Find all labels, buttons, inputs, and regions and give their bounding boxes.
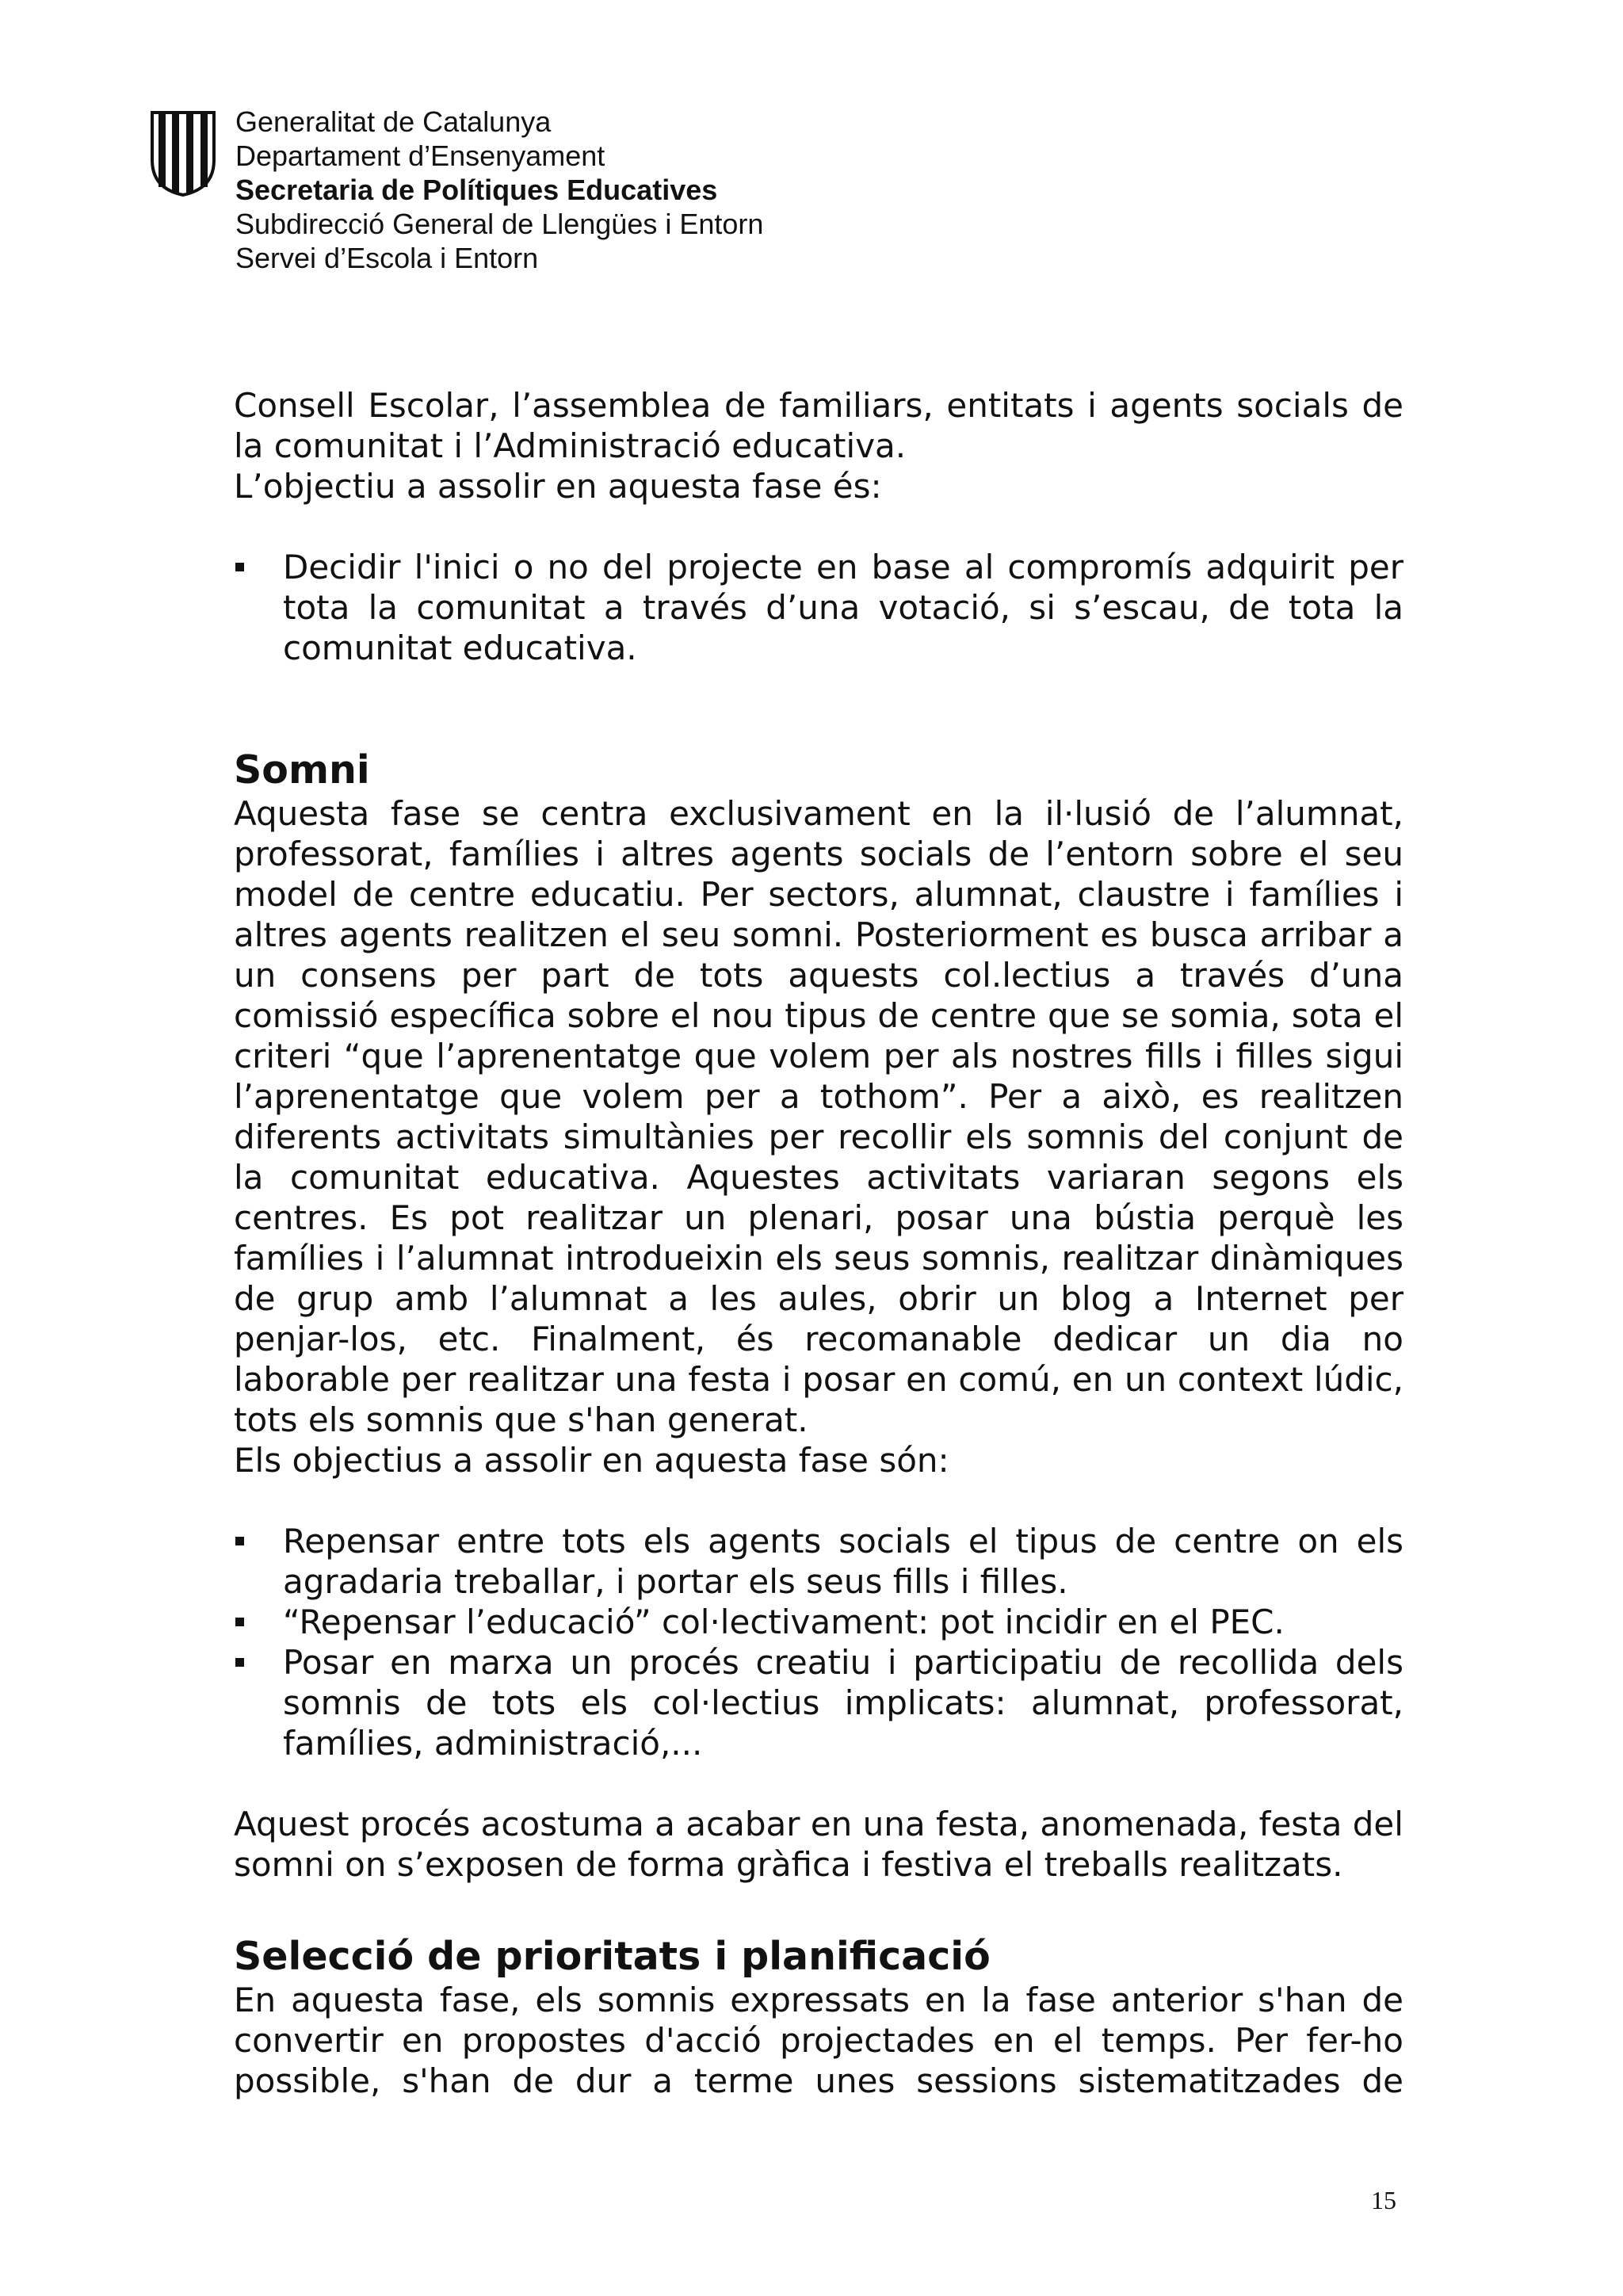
org-line-generalitat: Generalitat de Catalunya bbox=[235, 105, 552, 138]
intro-bullet-list bbox=[234, 547, 1403, 668]
intro-objective-lead: L’objectiu a assolir en aquesta fase és: bbox=[234, 467, 882, 506]
generalitat-logo-icon bbox=[147, 109, 219, 197]
org-line-secretariat: Secretaria de Polítiques Educatives bbox=[235, 174, 718, 206]
org-line-service: Servei d’Escola i Entorn bbox=[235, 242, 539, 274]
list-item-text: Decidir l'inici o no del projecte en base al compromís adquirit per tota la comunitat a través d’una votació, si s’escau, de tota la comunitat educativa. bbox=[283, 548, 1403, 667]
somni-closing-paragraph: Aquest procés acostuma a acabar en una festa, anomenada, festa del somni on s’exposen de forma gràfica i festiva el treballs realitzats. bbox=[234, 1805, 1403, 1884]
list-item bbox=[234, 547, 1403, 668]
page-body bbox=[234, 385, 1403, 2101]
square-bullet-icon bbox=[235, 1658, 244, 1667]
somni-bullet-list bbox=[234, 1521, 1403, 1763]
org-line-department: Departament d’Ensenyament bbox=[235, 139, 605, 172]
list-item bbox=[234, 1602, 1403, 1642]
somni-objective-lead: Els objectius a assolir en aquesta fase són: bbox=[234, 1441, 949, 1480]
list-item-text: “Repensar l’educació” col·lectivament: pot incidir en el PEC. bbox=[283, 1603, 1285, 1641]
intro-paragraph: Consell Escolar, l’assemblea de familiars, entitats i agents socials de la comunitat i l’Administració educativa. bbox=[234, 386, 1403, 465]
square-bullet-icon bbox=[235, 1618, 244, 1626]
list-item-text: Repensar entre tots els agents socials el tipus de centre on els agradaria treballar, i portar els seus fills i filles. bbox=[283, 1522, 1403, 1601]
section-heading-somni: Somni bbox=[234, 747, 370, 793]
prioritats-paragraph: En aquesta fase, els somnis expressats en la fase anterior s'han de convertir en propostes d'acció projectades en el temps. Per fer-ho possible, s'han de dur a terme unes sessions sistematitzades de bbox=[234, 1981, 1403, 2100]
page-number: 15 bbox=[1371, 2186, 1396, 2214]
list-item bbox=[234, 1642, 1403, 1763]
somni-paragraph: Aquesta fase se centra exclusivament en la il·lusió de l’alumnat, professorat, famílies i altres agents socials de l’entorn sobre el seu model de centre educatiu. Per sectors, alumnat, claustre i famílies i altres agents realitzen el seu somni. Posteriorment es busca arribar a un consens per part de tots aquests col.lectius a través d’una comissió específica sobre el nou tipus de centre que se somia, sota el criteri “que l’aprenentatge que volem per als nostres fills i filles sigui l’aprenentatge que volem per a tothom”. Per a això, es realitzen diferents activitats simultànies per recollir els somnis del conjunt de la comunitat educativa. Aquestes activitats variaran segons els centres. Es pot realitzar un plenari, posar una bústia perquè les famílies i l’alumnat introdueixin els seus somnis, realitzar dinàmiques de grup amb l’alumnat a les aules, obrir un blog a Internet per penjar-los, etc. Finalment, és recomanable dedicar un dia no laborable per realitzar una festa i posar en comú, en un context lúdic, tots els somnis que s'han generat. bbox=[234, 794, 1403, 1439]
list-item bbox=[234, 1521, 1403, 1602]
square-bullet-icon bbox=[235, 563, 244, 571]
square-bullet-icon bbox=[235, 1537, 244, 1545]
list-item-text: Posar en marxa un procés creatiu i participatiu de recollida dels somnis de tots els col·lectius implicats: alumnat, professorat, famílies, administració,... bbox=[283, 1643, 1403, 1763]
section-heading-prioritats: Selecció de prioritats i planificació bbox=[234, 1934, 991, 1979]
organization-lines bbox=[235, 105, 763, 275]
org-line-subdirectorate: Subdirecció General de Llengües i Entorn bbox=[235, 208, 764, 240]
document-header bbox=[147, 105, 940, 295]
